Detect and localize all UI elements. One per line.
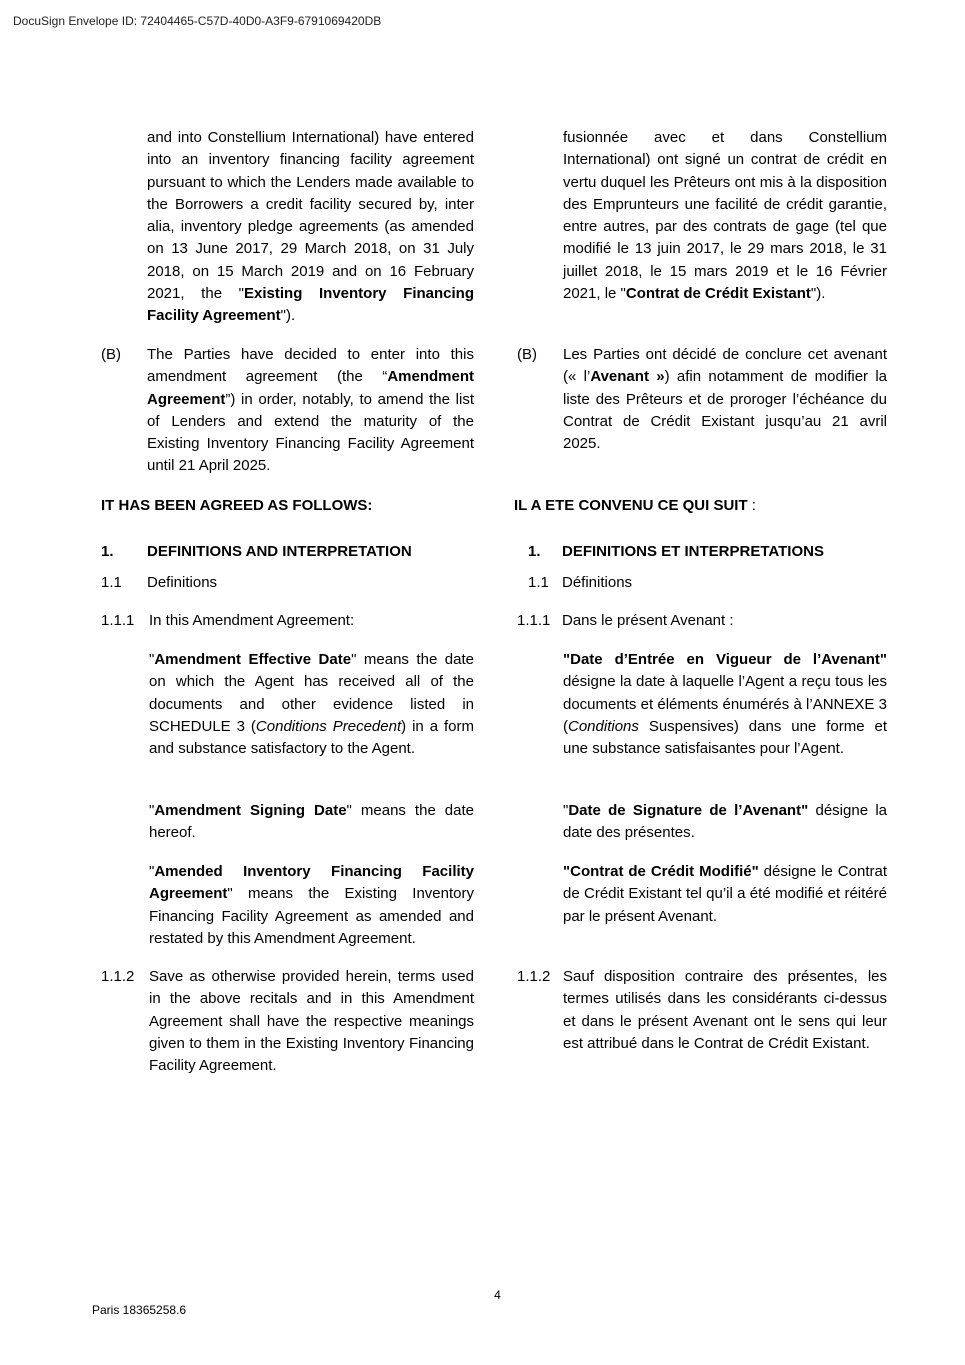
- envelope-id: DocuSign Envelope ID: 72404465-C57D-40D0-A3F9-6791069420DB: [13, 14, 382, 28]
- recital-a-continuation-fr: fusionnée avec et dans Constellium International) ont signé un contrat de crédit en vertu duquel les Prêteurs ont mis à la disposition des Emprunteurs une facilité de crédit garantie, entre autres, par des contrats de gage (tel que modifié le 13 juin 2017, le 29 mars 2018, le 31 juillet 2018, le 15 mars 2019 et le 16 Février 2021, le "Contrat de Crédit Existant").: [563, 129, 887, 303]
- section-1-1-2-number-fr: 1.1.2: [517, 968, 551, 985]
- section-1-1-1-number-fr: 1.1.1: [517, 612, 551, 629]
- section-1-number-en: 1.: [101, 543, 114, 560]
- agreed-heading-fr: IL A ETE CONVENU CE QUI SUIT :: [514, 497, 756, 514]
- section-1-1-title-fr: Définitions: [562, 574, 633, 591]
- recital-b-en: The Parties have decided to enter into this amendment agreement (the “Amendment Agreement”) in order, notably, to amend the list of Lenders and extend the maturity of the Existing Inventory Financing Facility Agreement until 21 April 2025.: [147, 346, 474, 475]
- section-1-number-fr: 1.: [528, 543, 541, 560]
- definition-amendment-effective-date-en: "Amendment Effective Date" means the date on which the Agent has received all of the documents and other evidence listed in SCHEDULE 3 (Conditions Precedent) in a form and substance satisfactory to the Agent.: [149, 651, 474, 758]
- section-1-1-number-en: 1.1: [101, 574, 122, 591]
- recital-a-continuation-en: and into Constellium International) have entered into an inventory financing facility agreement pursuant to which the Lenders made available to the Borrowers a credit facility secured by, inter alia, inventory pledge agreements (as amended on 13 June 2017, 29 March 2018, on 31 July 2018, on 15 March 2019 and on 16 February 2021, the "Existing Inventory Financing Facility Agreement").: [147, 129, 474, 325]
- agreed-heading-en: IT HAS BEEN AGREED AS FOLLOWS:: [101, 497, 373, 514]
- section-1-1-2-text-fr: Sauf disposition contraire des présentes, les termes utilisés dans les considérants ci-dessus et dans le présent Avenant ont le sens qui leur est attribué dans le Contrat de Crédit Existant.: [563, 968, 887, 1052]
- recital-b-fr: Les Parties ont décidé de conclure cet avenant (« l’Avenant ») afin notamment de modifier la liste des Prêteurs et de proroger l’échéance du Contrat de Crédit Existant jusqu’au 21 avril 2025.: [563, 346, 887, 453]
- section-1-1-number-fr: 1.1: [528, 574, 549, 591]
- recital-b-label-en: (B): [101, 346, 121, 363]
- definition-amendment-signing-date-fr: "Date de Signature de l’Avenant" désigne la date des présentes.: [563, 802, 887, 842]
- section-1-1-1-text-en: In this Amendment Agreement:: [149, 612, 355, 629]
- definition-amendment-signing-date-en: "Amendment Signing Date" means the date hereof.: [149, 802, 474, 842]
- section-1-1-1-text-fr: Dans le présent Avenant :: [562, 612, 734, 629]
- section-1-title-fr: DEFINITIONS ET INTERPRETATIONS: [562, 543, 824, 560]
- section-1-title-en: DEFINITIONS AND INTERPRETATION: [147, 543, 412, 560]
- section-1-1-title-en: Definitions: [147, 574, 218, 591]
- definition-amended-agreement-en: "Amended Inventory Financing Facility Agreement" means the Existing Inventory Financing Facility Agreement as amended and restated by this Amendment Agreement.: [149, 863, 474, 947]
- recital-b-label-fr: (B): [517, 346, 537, 363]
- section-1-1-2-text-en: Save as otherwise provided herein, terms used in the above recitals and in this Amendment Agreement shall have the respective meanings given to them in the Existing Inventory Financing Facility Agreement.: [149, 968, 474, 1075]
- page-number: 4: [494, 1288, 501, 1302]
- definition-amendment-effective-date-fr: "Date d’Entrée en Vigueur de l’Avenant" désigne la date à laquelle l’Agent a reçu tous les documents et éléments énumérés à l’ANNEXE 3 (Conditions Suspensives) dans une forme et une substance satisfaisantes pour l’Agent.: [563, 651, 887, 758]
- section-1-1-1-number-en: 1.1.1: [101, 612, 135, 629]
- definition-amended-agreement-fr: "Contrat de Crédit Modifié" désigne le Contrat de Crédit Existant tel qu’il a été modifié et réitéré par le présent Avenant.: [563, 863, 887, 925]
- document-reference: Paris 18365258.6: [92, 1303, 187, 1317]
- section-1-1-2-number-en: 1.1.2: [101, 968, 135, 985]
